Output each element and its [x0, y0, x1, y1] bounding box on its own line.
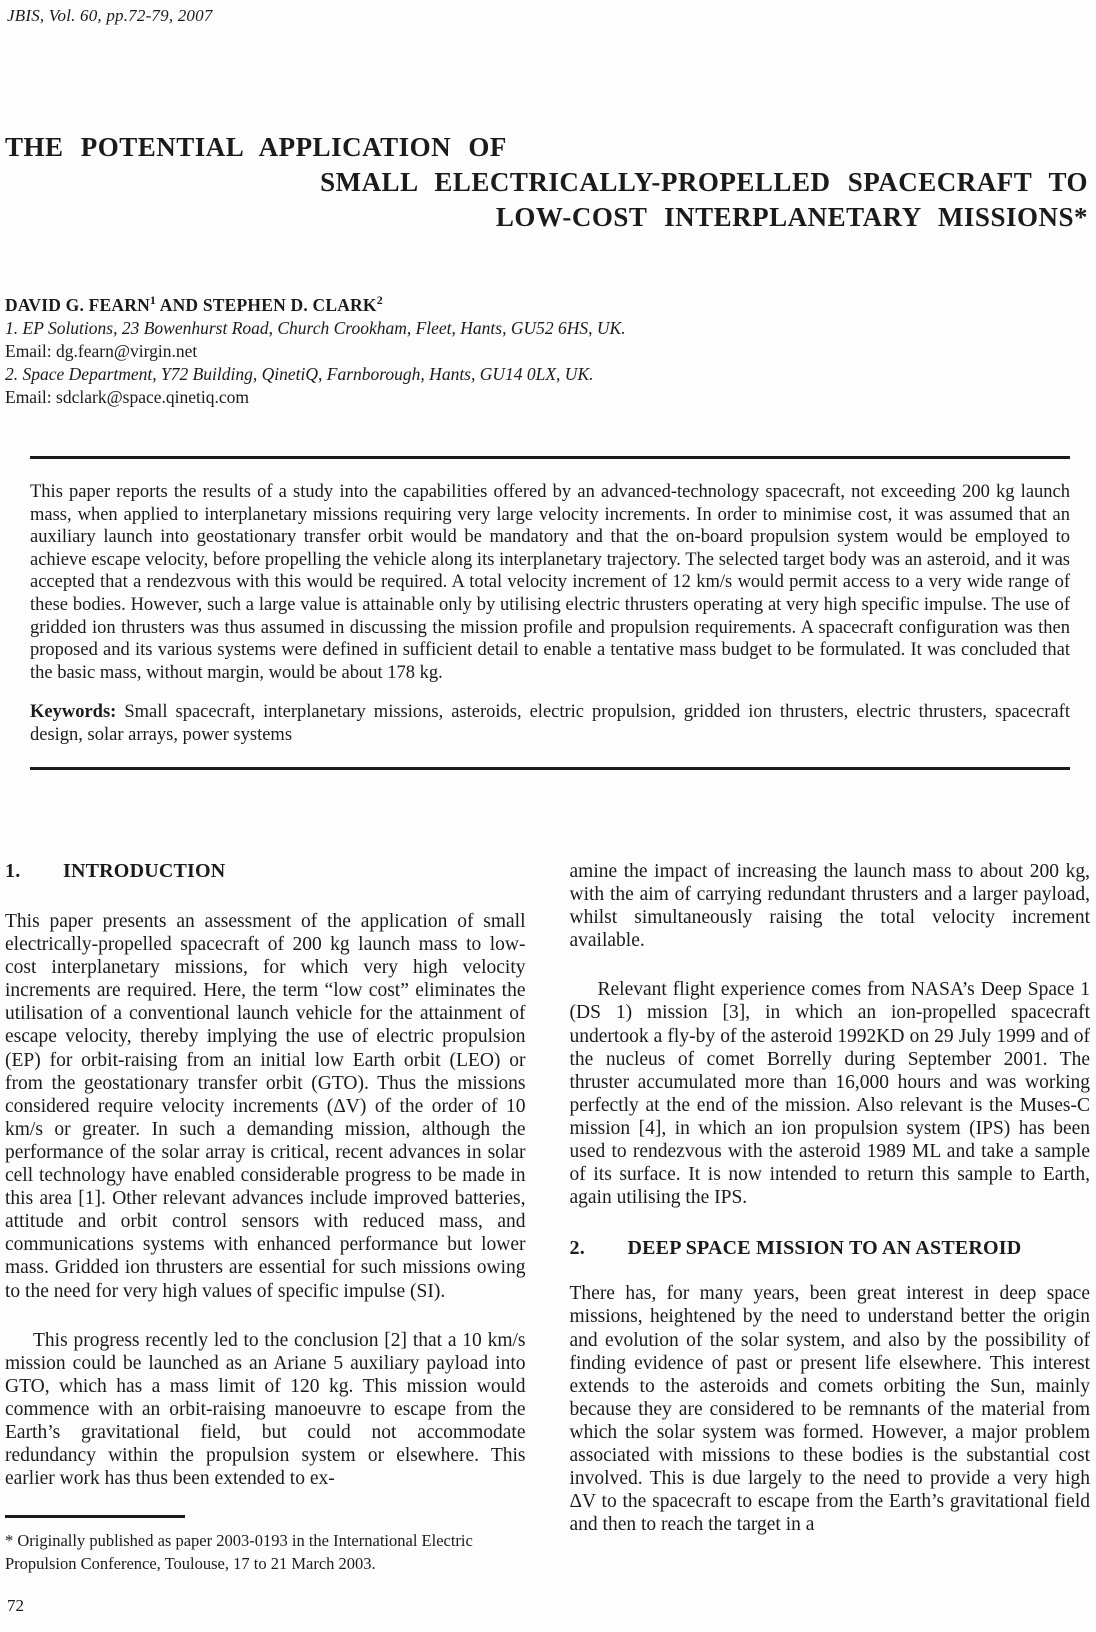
author-1-name: DAVID G. FEARN: [5, 295, 150, 315]
left-paragraph-2: This progress recently led to the conclusion [2] that a 10 km/s mission could be launched as an Ariane 5 auxiliary payload into GTO, which has a mass limit of 120 kg. This mission would commence with an orbit-raising manoeuvre to escape from the Earth’s gravitational field, but could not accommodate redundancy within the propulsion system or elsewhere. This earlier work has thus been extended to ex-: [5, 1329, 526, 1490]
paper-title: [5, 130, 1088, 235]
footnote-text: * Originally published as paper 2003-0193 in the International Electric Propulsion Conference, Toulouse, 17 to 21 March 2003.: [5, 1531, 473, 1573]
keywords-line: [30, 701, 1070, 746]
affiliation-1: 1. EP Solutions, 23 Bowenhurst Road, Church Crookham, Fleet, Hants, GU52 6HS, UK.: [5, 318, 626, 338]
section-2-title: DEEP SPACE MISSION TO AN ASTEROID: [627, 1237, 1022, 1260]
author-2-name: STEPHEN D. CLARK: [202, 295, 377, 315]
right-column: [570, 860, 1091, 1536]
affiliation-2: 2. Space Department, Y72 Building, QinetiQ, Farnborough, Hants, GU14 0LX, UK.: [5, 364, 594, 384]
left-column: [5, 860, 526, 1536]
section-1-heading: [5, 860, 526, 883]
section-1-title: INTRODUCTION: [63, 860, 226, 882]
author-conjunction: AND: [156, 295, 203, 315]
paper-title-line-2: SMALL ELECTRICALLY-PROPELLED SPACECRAFT TO: [320, 167, 1088, 197]
left-paragraph-1: This paper presents an assessment of the application of small electrically-propelled spacecraft of 200 kg launch mass to low-cost interplanetary missions, for which very high velocity increments are required. Here, the term “low cost” eliminates the utilisation of a conventional launch vehicle for the attainment of escape velocity, thereby implying the use of electric propulsion (EP) for orbit-raising from an initial low Earth orbit (LEO) or from the geostationary transfer orbit (GTO). Thus the missions considered require velocity increments (ΔV) of the order of 10 km/s or greater. In such a demanding mission, although the performance of the solar array is critical, recent advances in solar cell technology have enabled considerable progress to be made in this area [1]. Other relevant advances include improved batteries, attitude and orbit control sensors with reduced mass, and communications systems with enhanced performance but lower mass. Gridded ion thrusters are essential for such missions owing to the need for very high values of specific impulse (SI).: [5, 911, 526, 1302]
right-paragraph-3: There has, for many years, been great interest in deep space missions, heightened by the need to understand better the origin and evolution of the solar system, and also by the possibility of finding evidence of past or present life elsewhere. This interest extends to the asteroids and comets orbiting the Sun, mainly because they are considered to be remnants of the material from which the solar system was formed. However, a major problem associated with missions to these bodies is the substantial cost involved. This is due largely to the need to provide a very high ΔV to the spacecraft to escape from the Earth’s gravitational field and then to reach the target in a: [569, 1283, 1090, 1536]
journal-reference: JBIS, Vol. 60, pp.72-79, 2007: [7, 6, 213, 25]
section-2-heading: [570, 1237, 1091, 1260]
authors-block: [5, 294, 1056, 409]
author-1-superscript: 1: [149, 293, 157, 308]
abstract-text: This paper reports the results of a study into the capabilities offered by an advanced-technology spacecraft, not exceeding 200 kg launch mass, when applied to interplanetary missions requiring very large velocity increments. In order to minimise cost, it was assumed that an auxiliary launch into geostationary transfer orbit would be mandatory and that the on-board propulsion system would be employed to achieve escape velocity, before propelling the vehicle along its interplanetary trajectory. The selected target body was an asteroid, and it was accepted that a rendezvous with this would be required. A total velocity increment of 12 km/s would permit access to a very wide range of these bodies. However, such a large value is attainable only by utilising electric thrusters operating at very high specific impulse. The use of gridded ion thrusters was thus assumed in discussing the mission profile and propulsion requirements. A spacecraft configuration was then proposed and its various systems were defined in sufficient detail to enable a tentative mass budget to be formulated. It was concluded that the basic mass, without margin, would be about 178 kg.: [30, 482, 1070, 683]
author-2-superscript: 2: [376, 293, 383, 308]
body-columns: [5, 860, 1090, 1536]
section-2-number: 2.: [569, 1237, 585, 1260]
paper-title-line-1: THE POTENTIAL APPLICATION OF: [5, 132, 507, 162]
right-paragraph-2: Relevant flight experience comes from NASA’s Deep Space 1 (DS 1) mission [3], in which an ion-propelled spacecraft undertook a fly-by of the asteroid 1992KD on 29 July 1999 and of the nucleus of comet Borrelly during September 2001. The thruster accumulated more than 16,000 hours and was working perfectly at the end of the mission. Also relevant is the Muses-C mission [4], in which an ion propulsion system (IPS) has been used to rendezvous with the asteroid 1989 ML and take a sample of its surface. It is now intended to return this sample to Earth, again utilising the IPS.: [569, 979, 1090, 1209]
email-2: Email: sdclark@space.qinetiq.com: [5, 387, 250, 407]
right-paragraph-1: amine the impact of increasing the launch mass to about 200 kg, with the aim of carrying redundant thrusters and a larger payload, whilst simultaneously raising the total velocity increment available.: [569, 861, 1090, 952]
email-1: Email: dg.fearn@virgin.net: [5, 341, 198, 361]
keywords-text: Small spacecraft, interplanetary missions, asteroids, electric propulsion, gridded ion thrusters, electric thrusters, spacecraft design, solar arrays, power systems: [30, 702, 1070, 745]
section-1-number: 1.: [5, 860, 21, 882]
footnote-separator-rule: [5, 1515, 185, 1518]
footnote-block: [5, 1515, 529, 1575]
author-names: [5, 294, 1056, 317]
abstract-section: [30, 456, 1070, 770]
paper-title-line-3: LOW-COST INTERPLANETARY MISSIONS*: [495, 202, 1088, 232]
page-number: 72: [7, 1596, 24, 1615]
keywords-label: Keywords:: [30, 702, 117, 723]
